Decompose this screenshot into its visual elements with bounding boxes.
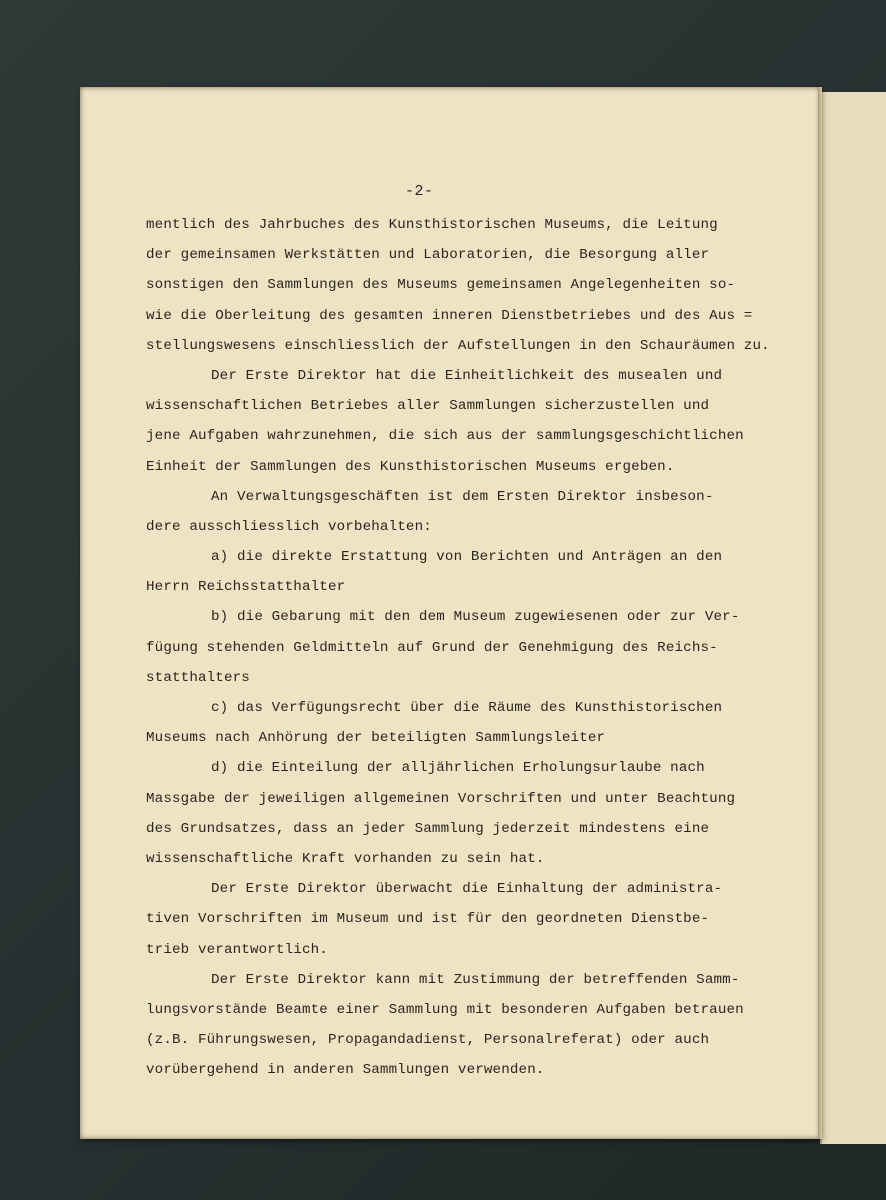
text-line: des Grundsatzes, dass an jeder Sammlung jederzeit mindestens eine [146, 820, 710, 837]
text-line: wie die Oberleitung des gesamten inneren Dienstbetriebes und des Aus = [146, 307, 753, 324]
text-line: wissenschaftlichen Betriebes aller Sammlungen sicherzustellen und [146, 398, 710, 415]
text-line: Der Erste Direktor kann mit Zustimmung der betreffenden Samm- [211, 971, 740, 988]
text-line: trieb verantwortlich. [146, 941, 328, 958]
text-line: Museums nach Anhörung der beteiligten Sammlungsleiter [146, 730, 606, 747]
text-line: stellungswesens einschliesslich der Aufstellungen in den Schauräumen zu. [146, 337, 770, 354]
text-line: statthalters [146, 669, 250, 686]
text-line: fügung stehenden Geldmitteln auf Grund der Genehmigung des Reichs- [146, 639, 718, 656]
page-fold [818, 87, 822, 1139]
adjacent-page-edge [820, 92, 886, 1144]
text-line: tiven Vorschriften im Museum und ist für den geordneten Dienstbe- [146, 911, 710, 928]
text-line: Der Erste Direktor überwacht die Einhaltung der administra- [211, 881, 723, 898]
text-line: Massgabe der jeweiligen allgemeinen Vorschriften und unter Beachtung [146, 790, 736, 807]
text-line: sonstigen den Sammlungen des Museums gemeinsamen Angelegenheiten so- [146, 277, 736, 294]
text-line: Einheit der Sammlungen des Kunsthistorischen Museums ergeben. [146, 458, 675, 475]
text-line: mentlich des Jahrbuches des Kunsthistorischen Museums, die Leitung [146, 217, 718, 233]
text-line: wissenschaftliche Kraft vorhanden zu sein hat. [146, 850, 545, 867]
text-line: Herrn Reichsstatthalter [146, 579, 346, 596]
list-item-d: d) die Einteilung der alljährlichen Erholungsurlaube nach [211, 760, 705, 777]
page-number: -2- [405, 183, 434, 200]
list-item-c: c) das Verfügungsrecht über die Räume des Kunsthistorischen [211, 700, 723, 716]
list-item-a: a) die direkte Erstattung von Berichten und Anträgen an den [211, 549, 723, 566]
list-item-b: b) die Gebarung mit den dem Museum zugewiesenen oder zur Ver- [211, 609, 740, 626]
text-line: der gemeinsamen Werkstätten und Laboratorien, die Besorgung aller [146, 247, 710, 264]
text-line: (z.B. Führungswesen, Propagandadienst, Personalreferat) oder auch [146, 1032, 710, 1049]
text-line: dere ausschliesslich vorbehalten: [146, 518, 432, 535]
text-line: Der Erste Direktor hat die Einheitlichkeit des musealen und [211, 367, 723, 384]
body-text [146, 210, 806, 1085]
text-line: vorübergehend in anderen Sammlungen verwenden. [146, 1062, 545, 1079]
text-line: jene Aufgaben wahrzunehmen, die sich aus der sammlungsgeschichtlichen [146, 428, 744, 445]
text-line: An Verwaltungsgeschäften ist dem Ersten Direktor insbeson- [211, 488, 714, 505]
text-line: lungsvorstände Beamte einer Sammlung mit besonderen Aufgaben betrauen [146, 1001, 744, 1018]
